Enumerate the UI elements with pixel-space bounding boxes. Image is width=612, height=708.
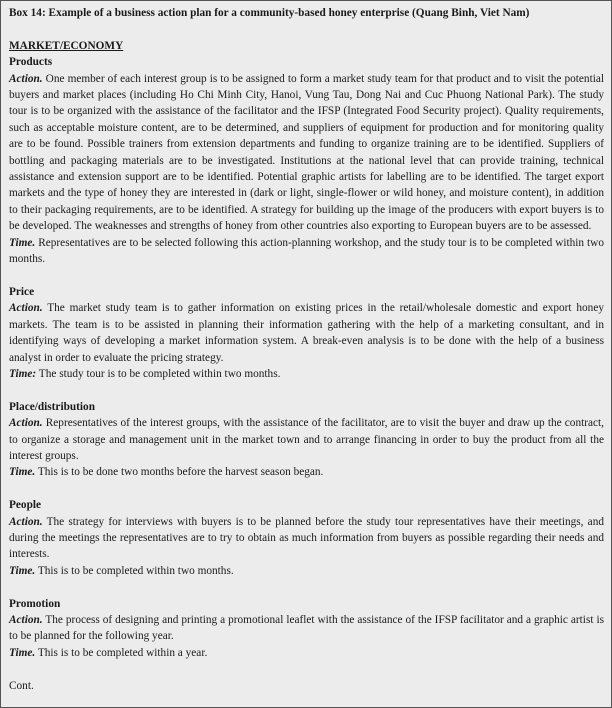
time-paragraph-promotion xyxy=(9,645,604,661)
time-label: Time. xyxy=(9,466,36,479)
action-label: Action. xyxy=(9,72,43,85)
action-text: The process of designing and printing a promotional leaflet with the assistance of the IFSP facilitator and a graphic artist is to be planned for the following year. xyxy=(9,613,604,643)
action-paragraph-people xyxy=(9,514,604,563)
action-text: The strategy for interviews with buyers is to be planned before the study tour representatives have their meetings, and during the meetings the representatives are to try to obtain as much information from buyers as possible regarding their needs and interests. xyxy=(9,515,604,561)
action-label: Action. xyxy=(9,417,43,430)
continued-note: Cont. xyxy=(9,679,34,692)
block-heading-promotion: Promotion xyxy=(9,597,61,610)
block-heading-price: Price xyxy=(9,285,35,298)
block-heading-products: Products xyxy=(9,56,53,69)
action-paragraph-products xyxy=(9,71,604,235)
time-paragraph-products xyxy=(9,235,604,268)
block-heading-place-distribution: Place/distribution xyxy=(9,400,95,413)
action-label: Action. xyxy=(9,613,43,626)
time-label: Time: xyxy=(9,367,37,380)
time-text: This is to be done two months before the harvest season began. xyxy=(35,466,324,479)
section-heading: MARKET/ECONOMY xyxy=(9,39,124,52)
time-text: This is to be completed within two months. xyxy=(35,564,234,577)
action-text: Representatives of the interest groups, with the assistance of the facilitator, are to visit the buyer and draw up the contract, to organize a storage and management unit in the market town and to arrange financing in order to buy the product from all the interest groups. xyxy=(9,417,604,462)
action-label: Action. xyxy=(9,302,43,315)
action-paragraph-place xyxy=(9,415,604,464)
action-text: One member of each interest group is to be assigned to form a market study team for that product and to visit the potential buyers and market places (including Ho Chi Minh City, Hanoi, Vung Tau, Dong Nai and Cuc Phuong National Park). The study tour is to be organized with the assistance of the facilitator and the IFSP (Integrated Food Security project). Quality requirements, such as acceptable moisture content, are to be determined, and suppliers of equipment for production and for monitoring quality are to be found. Possible trainers from extension departments and funding to organize training are to be identified. Suppliers of bottling and packaging materials are to be investigated. Institutions at the national level that can provide training, technical assistance and extension support are to be identified. Potential graphic artists for labelling are to be identified. The target export markets and the type of honey they are interested in (dark or light, single-flower or wild honey, and moisture content), in addition to their packaging requirements, are to be identified. A strategy for building up the image of the producers with export buyers is to be developed. The weaknesses and strengths of honey from other countries also exporting to European buyers are to be assessed. xyxy=(9,72,604,233)
time-label: Time. xyxy=(9,564,36,577)
action-text: The market study team is to gather information on existing prices in the retail/wholesale domestic and export honey markets. The team is to be assisted in planning their information gathering with the help of a marketing consultant, and in identifying ways of developing a market information system. A break-even analysis is to be done with the help of a business analyst in order to evaluate the pricing strategy. xyxy=(9,302,604,364)
block-heading-people: People xyxy=(9,499,41,512)
time-text: Representatives are to be selected following this action-planning workshop, and the study tour is to be completed within two months. xyxy=(9,236,604,266)
time-text: The study tour is to be completed within two months. xyxy=(36,367,281,380)
time-paragraph-price xyxy=(9,366,604,382)
time-label: Time. xyxy=(9,236,36,249)
action-paragraph-promotion xyxy=(9,612,604,645)
time-paragraph-place xyxy=(9,464,604,480)
action-paragraph-price xyxy=(9,300,604,366)
action-label: Action. xyxy=(9,515,43,528)
box-title: Box 14: Example of a business action plan for a community-based honey enterprise (Quang Binh, Viet Nam) xyxy=(9,7,530,19)
time-paragraph-people xyxy=(9,563,604,579)
time-label: Time. xyxy=(9,646,36,659)
time-text: This is to be completed within a year. xyxy=(35,646,208,659)
